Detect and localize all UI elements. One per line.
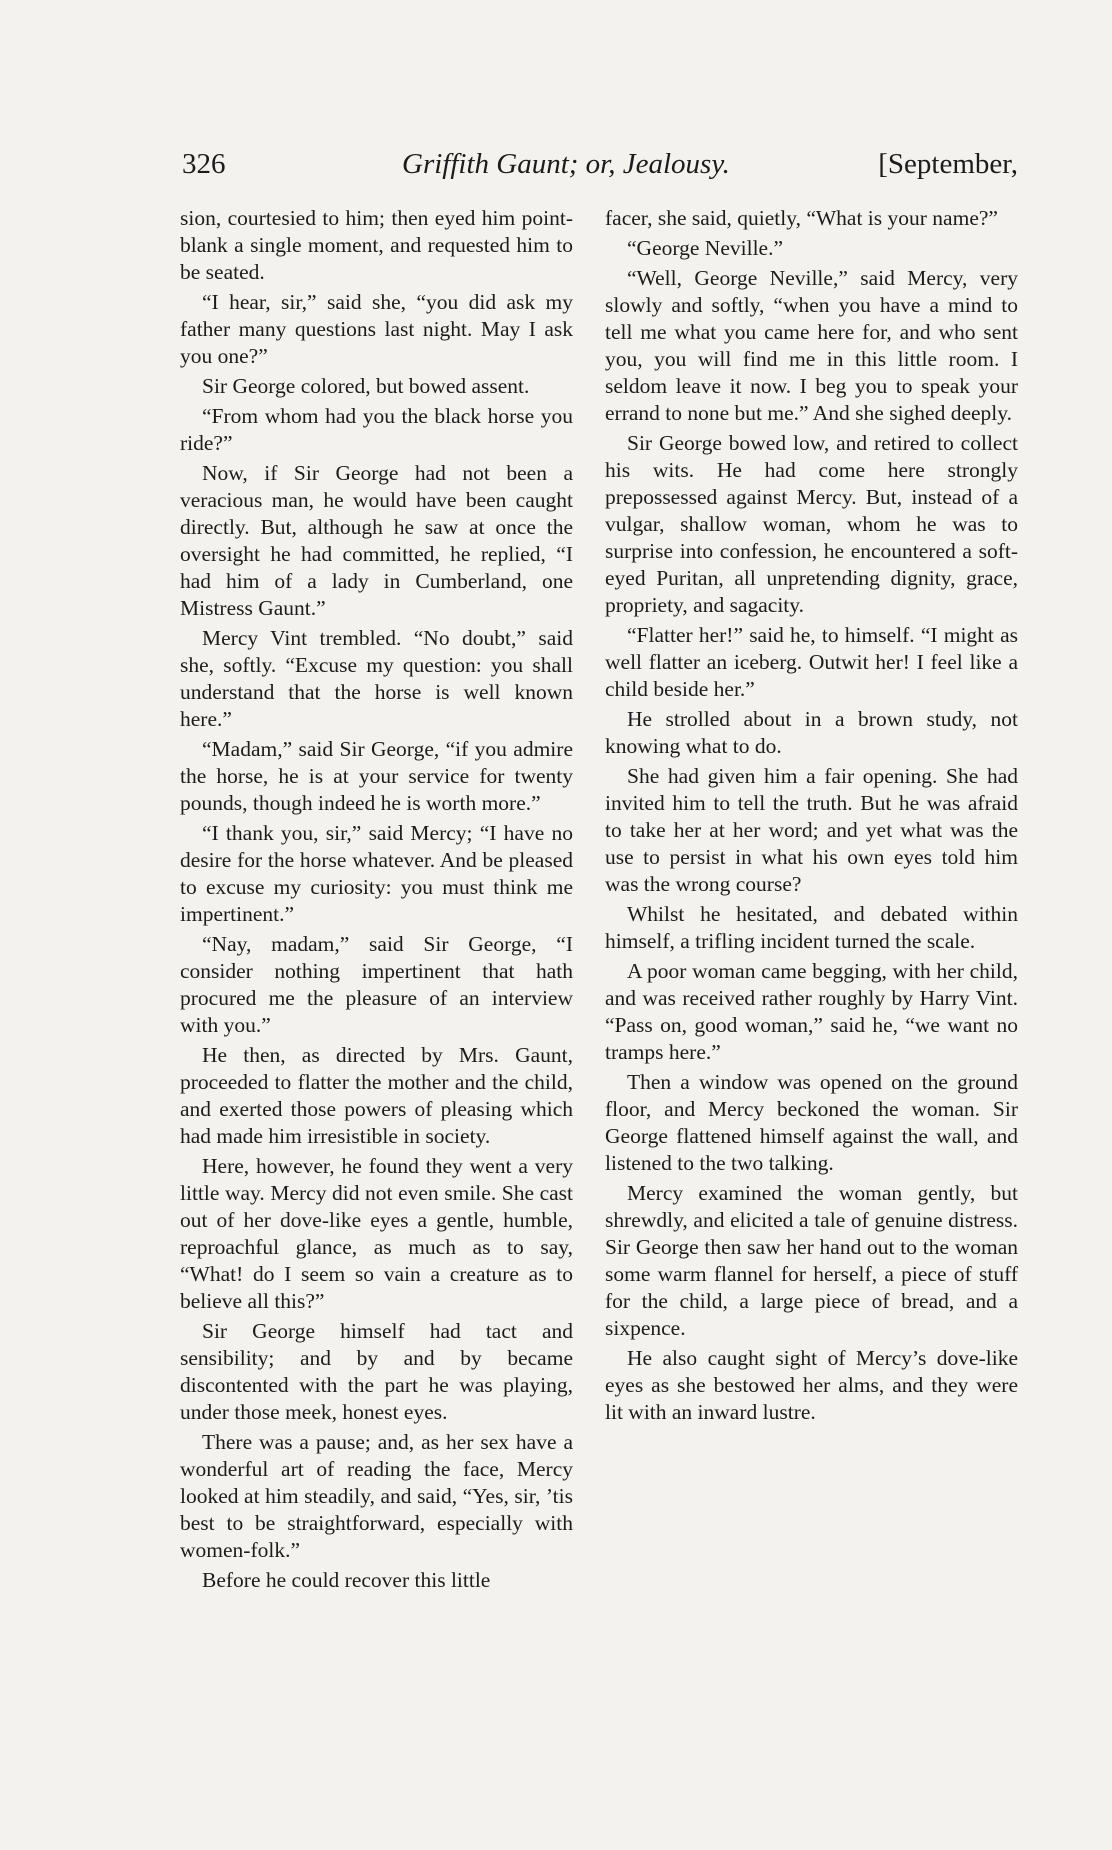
running-title: Griffith Gaunt; or, Jealousy. — [402, 148, 730, 180]
issue-month: [September, — [878, 148, 1018, 180]
paragraph: He also caught sight of Mercy’s dove-like eyes as she bestowed her alms, and they were lit with an inward lustre. — [605, 1346, 1018, 1424]
paragraph: “I hear, sir,” said she, “you did ask my father many questions last night. May I ask you one?” — [180, 290, 573, 368]
paragraph: “Flatter her!” said he, to himself. “I might as well flatter an iceberg. Outwit her! I feel like a child beside her.” — [605, 623, 1018, 701]
paragraph: He then, as directed by Mrs. Gaunt, proceeded to flatter the mother and the child, and exerted those powers of pleasing which had made him irresistible in society. — [180, 1043, 573, 1148]
paragraph: There was a pause; and, as her sex have a wonderful art of reading the face, Mercy looked at him steadily, and said, “Yes, sir, ’tis best to be straightforward, especially with women-folk.” — [180, 1430, 573, 1562]
paragraph: Whilst he hesitated, and debated within himself, a trifling incident turned the scale. — [605, 902, 1018, 953]
left-column — [180, 205, 573, 1597]
paragraph: “Madam,” said Sir George, “if you admire the horse, he is at your service for twenty pounds, though indeed he is worth more.” — [180, 737, 573, 815]
paragraph: Now, if Sir George had not been a veracious man, he would have been caught directly. But, although he saw at once the oversight he had committed, he replied, “I had him of a lady in Cumberland, one Mistress Gaunt.” — [180, 461, 573, 620]
paragraph: Sir George colored, but bowed assent. — [202, 374, 530, 398]
paragraph: “From whom had you the black horse you ride?” — [180, 404, 573, 455]
paragraph: facer, she said, quietly, “What is your name?” — [605, 206, 998, 230]
paragraph: She had given him a fair opening. She had invited him to tell the truth. But he was afraid to take her at her word; and yet what was the use to persist in what his own eyes told him was the wrong course? — [605, 764, 1018, 896]
paragraph: Mercy Vint trembled. “No doubt,” said she, softly. “Excuse my question: you shall understand that the horse is well known here.” — [180, 626, 573, 731]
paragraph: “Nay, madam,” said Sir George, “I consider nothing impertinent that hath procured me the pleasure of an interview with you.” — [180, 932, 573, 1037]
paragraph: sion, courtesied to him; then eyed him point-blank a single moment, and requested him to be seated. — [180, 206, 573, 284]
paragraph: “Well, George Neville,” said Mercy, very slowly and softly, “when you have a mind to tell me what you came here for, and who sent you, you will find me in this little room. I seldom leave it now. I beg you to speak your errand to none but me.” And she sighed deeply. — [605, 266, 1018, 425]
page-number: 326 — [182, 148, 226, 180]
paragraph: Here, however, he found they went a very little way. Mercy did not even smile. She cast out of her dove-like eyes a gentle, humble, reproachful glance, as much as to say, “What! do I seem so vain a creature as to believe all this?” — [180, 1154, 573, 1313]
paragraph: Sir George himself had tact and sensibility; and by and by became discontented with the part he was playing, under those meek, honest eyes. — [180, 1319, 573, 1424]
paragraph: “George Neville.” — [627, 236, 784, 260]
paragraph: A poor woman came begging, with her child, and was received rather roughly by Harry Vint. “Pass on, good woman,” said he, “we want no tramps here.” — [605, 959, 1018, 1064]
paragraph: Then a window was opened on the ground floor, and Mercy beckoned the woman. Sir George flattened himself against the wall, and listened to the two talking. — [605, 1070, 1018, 1175]
paragraph: He strolled about in a brown study, not knowing what to do. — [605, 707, 1018, 758]
paragraph: Before he could recover this little — [202, 1568, 491, 1592]
running-header — [182, 148, 1018, 188]
paragraph: Mercy examined the woman gently, but shrewdly, and elicited a tale of genuine distress. Sir George then saw her hand out to the woman some warm flannel for herself, a piece of stuff for the child, a large piece of bread, and a sixpence. — [605, 1181, 1018, 1340]
paragraph: Sir George bowed low, and retired to collect his wits. He had come here strongly prepossessed against Mercy. But, instead of a vulgar, shallow woman, whom he was to surprise into confession, he encountered a soft-eyed Puritan, all unpretending dignity, grace, propriety, and sagacity. — [605, 431, 1018, 617]
paragraph: “I thank you, sir,” said Mercy; “I have no desire for the horse whatever. And be pleased to excuse my curiosity: you must think me impertinent.” — [180, 821, 573, 926]
right-column — [605, 205, 1018, 1429]
